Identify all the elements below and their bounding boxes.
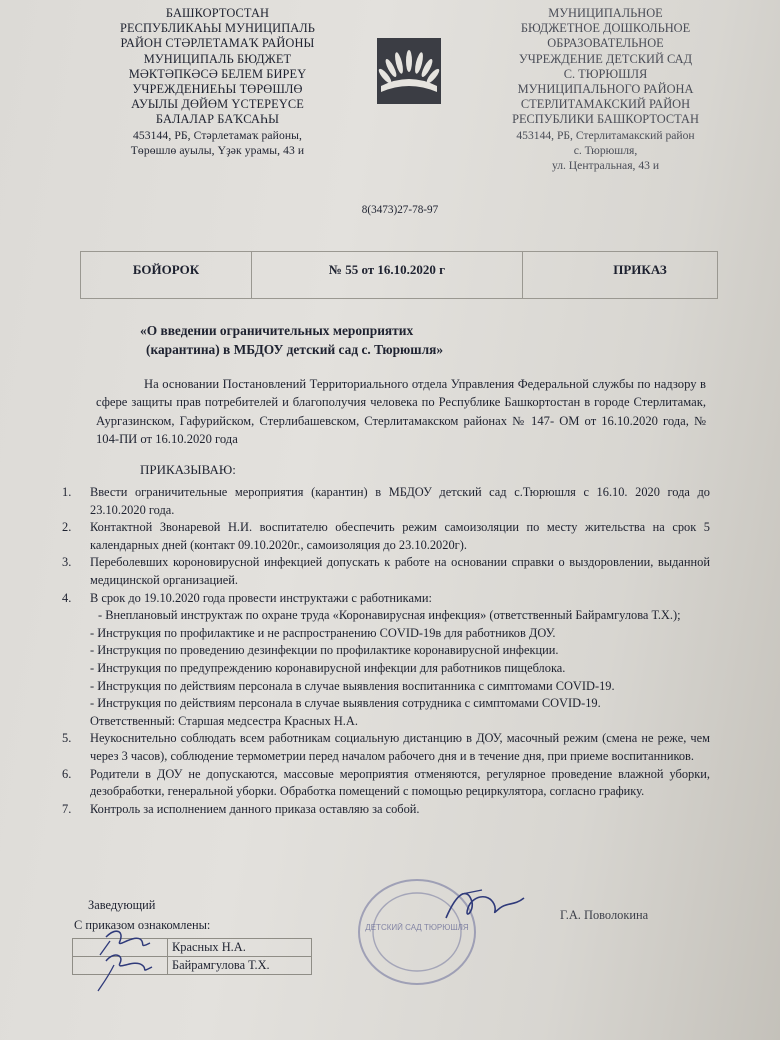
- item-number: 4.: [62, 590, 72, 605]
- item-number: 7.: [62, 801, 72, 816]
- order-title-line: (карантина) в МБДОУ детский сад с. Тюрюшля»: [146, 342, 444, 357]
- item-text: Контактной Звонаревой Н.И. воспитателю обеспечить режим самоизоляции по месту жительства на срок 5 календарных дней (контакт 09.10.2020г., самоизоляция до 23.10.2020г).: [90, 520, 710, 552]
- header-right-line: РЕСПУБЛИКИ БАШКОРТОСТАН: [512, 112, 699, 127]
- basis-paragraph: На основании Постановлений Территориального отдела Управления Федеральной службы по надзору в сфере защиты прав потребителей и благополучия человека по Республике Башкортостан в городе Стерлитамак, Аургазинском, Гафурийском, Стерлибашевском, Стерлитамакском районах № 147- ОМ от 16.10.2020 года, № 104-ПИ от 16.10.2020 года: [96, 377, 706, 447]
- header-left-line: УЧРЕЖДЕНИЕҺЫ ТӨРӨШЛӨ: [132, 82, 303, 97]
- header-left-line: РАЙОН СТӘРЛЕТАМАҠ РАЙОНЫ: [120, 36, 315, 51]
- header-left-line: МУНИЦИПАЛЬ БЮДЖЕТ: [143, 51, 292, 66]
- item-number: 6.: [62, 766, 72, 781]
- item-text: Родители в ДОУ не допускаются, массовые мероприятия отменяются, регулярное проведение влажной уборки, дезобработки, генеральной уборки. Обработка помещений с помощью рециркулятора, согласно графику.: [90, 766, 710, 799]
- header-left-line: БАЛАЛАР БАҠСАҺЫ: [155, 112, 280, 127]
- stamp-text: ДЕТСКИЙ САД ТЮРЮШЛЯ: [365, 923, 469, 932]
- document-type-table: [80, 251, 718, 299]
- acknowledgement-label: С приказом ознакомлены:: [74, 918, 211, 932]
- ack-signatures-icon: [80, 925, 170, 995]
- head-signature-icon: [438, 880, 528, 930]
- item-text: Ввести ограничительные мероприятия (карантин) в МБДОУ детский сад с.Тюрюшля с 16.10. 2020 года до 23.10.2020 года.: [90, 485, 710, 517]
- district-emblem-icon: [377, 38, 441, 104]
- list-item: [62, 590, 710, 731]
- sub-item: - Инструкция по проведению дезинфекции по профилактике коронавирусной инфекции.: [90, 643, 559, 658]
- sub-item: Ответственный: Старшая медсестра Красных Н.А.: [90, 713, 358, 728]
- header-left: [100, 6, 335, 158]
- header-left-line: АУЫЛЫ ДӨЙӨМ ҮСТЕРЕҮСЕ: [131, 97, 304, 112]
- header-right-address: с. Тюрюшля,: [573, 143, 638, 157]
- item-text: Контроль за исполнением данного приказа оставляю за собой.: [90, 801, 420, 816]
- item-text: Переболевших короновирусной инфекцией допускать к работе на основании справки о выздоровлении, выданной медицинской организацией.: [90, 555, 710, 587]
- phone-number: 8(3473)27-78-97: [361, 204, 439, 216]
- doc-number-date: № 55 от 16.10.2020 г: [252, 252, 523, 298]
- sub-item: - Инструкция по действиям персонала в случае выявления сотрудника с симптомами COVID-19.: [90, 696, 601, 711]
- header-right: [488, 6, 723, 173]
- list-item: [62, 554, 710, 589]
- order-word: ПРИКАЗЫВАЮ:: [140, 462, 236, 477]
- sub-item: - Инструкция по профилактике и не распространению COVID-19в для работников ДОУ.: [90, 625, 556, 640]
- sub-item: - Внеплановый инструктаж по охране труда «Коронавирусная инфекция» (ответственный Байрамгулова Т.Х.);: [98, 608, 681, 623]
- header-right-line: УЧРЕЖДЕНИЕ ДЕТСКИЙ САД: [518, 51, 693, 66]
- sub-item: - Инструкция по предупреждению коронавирусной инфекции для работников пищеблока.: [90, 660, 566, 675]
- sub-item: - Инструкция по действиям персонала в случае выявления воспитанника с симптомами COVID-19.: [90, 678, 615, 693]
- list-item: [62, 519, 710, 554]
- list-item: [62, 730, 710, 765]
- header-right-line: С. ТЮРЮШЛЯ: [563, 66, 648, 81]
- ack-person: Красных Н.А.: [168, 939, 312, 957]
- item-number: 3.: [62, 555, 72, 570]
- item-text: В срок до 19.10.2020 года провести инструктажи с работниками:: [90, 590, 432, 605]
- ack-person: Байрамгулова Т.Х.: [168, 957, 312, 975]
- doc-type-russian: ПРИКАЗ: [613, 262, 667, 277]
- header-right-line: МУНИЦИПАЛЬНОЕ: [548, 6, 663, 20]
- header-right-address: ул. Центральная, 43 и: [551, 159, 660, 173]
- header-right-line: ОБРАЗОВАТЕЛЬНОЕ: [547, 36, 664, 51]
- item-number: 5.: [62, 731, 72, 746]
- header-left-line: МӘКТӘПКӘСӘ БЕЛЕМ БИРЕҮ: [128, 66, 307, 81]
- header-right-address: 453144, РБ, Стерлитамакский район: [516, 128, 695, 142]
- order-items: [62, 484, 710, 818]
- list-item: [62, 766, 710, 801]
- item-text: Неукоснительно соблюдать всем работникам социальную дистанцию в ДОУ, масочный режим (смена не реже, чем через 3 часов), соблюдение термометрии перед началом рабочего дня и в течение дня, при приеме воспитанников.: [90, 731, 710, 763]
- header-left-line: БАШКОРТОСТАН: [165, 6, 270, 20]
- list-item: [62, 801, 710, 819]
- head-name: Г.А. Поволокина: [560, 908, 649, 922]
- order-title-line: «О введении ограничительных мероприятих: [140, 323, 414, 338]
- header-right-line: МУНИЦИПАЛЬНОГО РАЙОНА: [517, 82, 694, 97]
- header-left-address: Төрөшлө ауылы, Үҙәк урамы, 43 и: [130, 143, 305, 157]
- item-number: 1.: [62, 485, 72, 499]
- doc-type-bashkir: БОЙОРОК: [81, 252, 252, 298]
- head-title: Заведующий: [88, 898, 156, 912]
- header-right-line: СТЕРЛИТАМАКСКИЙ РАЙОН: [520, 97, 691, 112]
- header-left-line: РЕСПУБЛИКАҺЫ МУНИЦИПАЛЬ: [119, 21, 316, 36]
- order-title: [140, 321, 520, 359]
- list-item: [62, 484, 710, 519]
- header-left-address: 453144, РБ, Стәрлетамаҡ районы,: [132, 128, 303, 142]
- item-number: 2.: [62, 520, 72, 535]
- header-right-line: БЮДЖЕТНОЕ ДОШКОЛЬНОЕ: [520, 21, 691, 36]
